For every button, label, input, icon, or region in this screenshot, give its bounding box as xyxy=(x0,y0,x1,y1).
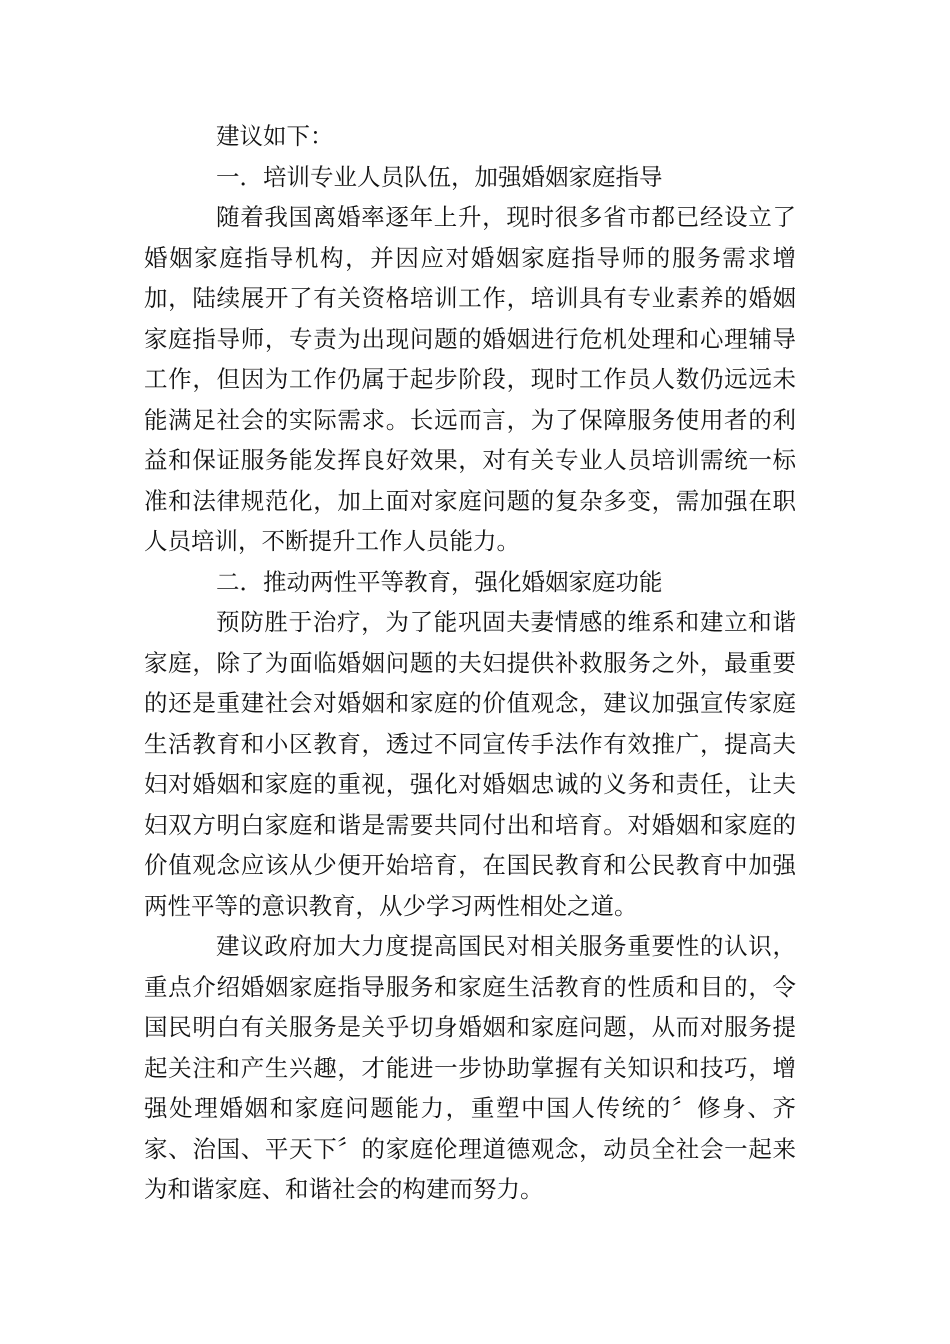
intro-line: 建议如下： xyxy=(216,122,334,150)
section1-paragraph: 随着我国离婚率逐年上升，现时很多省市都已经设立了婚姻家庭指导机构，并因应对婚姻家庭指导师的服务需求增加，陆续展开了有关资格培训工作，培训具有专业素养的婚姻家庭指导师，专责为出现问题的婚姻进行危机处理和心理辅导工作，但因为工作仍属于起步阶段，现时工作员人数仍远远未能满足社会的实际需求。长远而言，为了保障服务使用者的利益和保证服务能发挥良好效果，对有关专业人员培训需统一标准和法律规范化，加上面对家庭问题的复杂多变，需加强在职人员培训，不断提升工作人员能力。 xyxy=(144,203,796,555)
section2-paragraph-2: 建议政府加大力度提高国民对相关服务重要性的认识，重点介绍婚姻家庭指导服务和家庭生活教育的性质和目的，令国民明白有关服务是关乎切身婚姻和家庭问题，从而对服务提起关注和产生兴趣，才能进一步协助掌握有关知识和技巧，增强处理婚姻和家庭问题能力，重塑中国人传统的〞修身、齐家、治国、平天下〞的家庭伦理道德观念，动员全社会一起来为和谐家庭、和谐社会的构建而努力。 xyxy=(144,932,796,1203)
document-body xyxy=(144,116,796,1210)
section2-paragraph-1: 预防胜于治疗，为了能巩固夫妻情感的维系和建立和谐家庭，除了为面临婚姻问题的夫妇提供补救服务之外，最重要的还是重建社会对婚姻和家庭的价值观念，建议加强宣传家庭生活教育和小区教育，透过不同宣传手法作有效推广，提高夫妇对婚姻和家庭的重视，强化对婚姻忠诚的义务和责任，让夫妇双方明白家庭和谐是需要共同付出和培育。对婚姻和家庭的价值观念应该从少便开始培育，在国民教育和公民教育中加强两性平等的意识教育，从少学习两性相处之道。 xyxy=(144,608,796,920)
section2-heading: 二．推动两性平等教育，强化婚姻家庭功能 xyxy=(216,567,663,596)
section1-heading: 一．培训专业人员队伍，加强婚姻家庭指导 xyxy=(216,162,663,191)
